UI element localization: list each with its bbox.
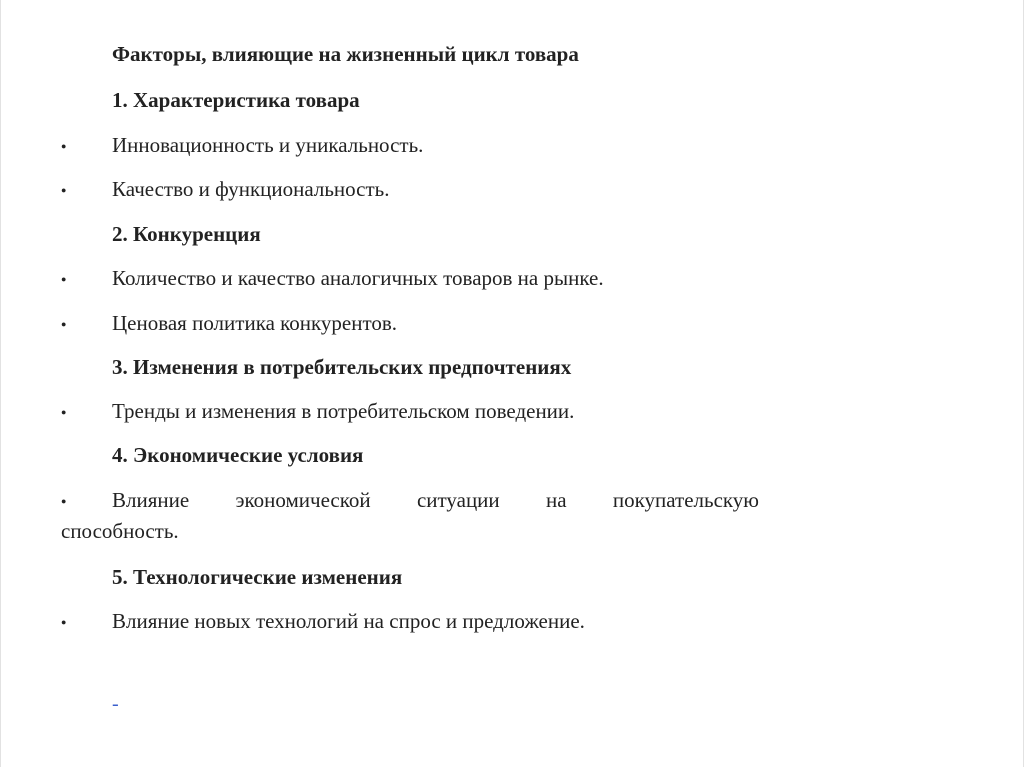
bullet-icon: ● bbox=[61, 496, 67, 506]
bullet-text: Ценовая политика конкурентов. bbox=[112, 311, 398, 335]
bullet-icon: ● bbox=[61, 185, 67, 195]
bullet-icon: ● bbox=[61, 141, 67, 151]
bullet-icon: ● bbox=[61, 617, 67, 627]
bullet-icon: ● bbox=[61, 319, 67, 329]
bullet-text: Влияние новых технологий на спрос и предложение. bbox=[112, 609, 585, 633]
section-heading-1: 1. Характеристика товара bbox=[112, 88, 360, 112]
document-title: Факторы, влияющие на жизненный цикл товара bbox=[112, 42, 579, 66]
section-heading-5: 5. Технологические изменения bbox=[112, 565, 403, 589]
bullet-icon: ● bbox=[61, 274, 67, 284]
bullet-text: Количество и качество аналогичных товаров на рынке. bbox=[112, 266, 604, 290]
section-heading-2: 2. Конкуренция bbox=[112, 222, 261, 246]
section-heading-4: 4. Экономические условия bbox=[112, 443, 364, 467]
bullet-text: Влияние экономической ситуации на покупательскую bbox=[112, 488, 759, 512]
bullet-text: Тренды и изменения в потребительском поведении. bbox=[112, 399, 575, 423]
bullet-text: Качество и функциональность. bbox=[112, 177, 390, 201]
bullet-icon: ● bbox=[61, 407, 67, 417]
bullet-text-continuation: способность. bbox=[61, 519, 179, 543]
bullet-text: Инновационность и уникальность. bbox=[112, 133, 424, 157]
section-heading-3: 3. Изменения в потребительских предпочтениях bbox=[112, 355, 572, 379]
trailing-dash: - bbox=[112, 693, 119, 715]
